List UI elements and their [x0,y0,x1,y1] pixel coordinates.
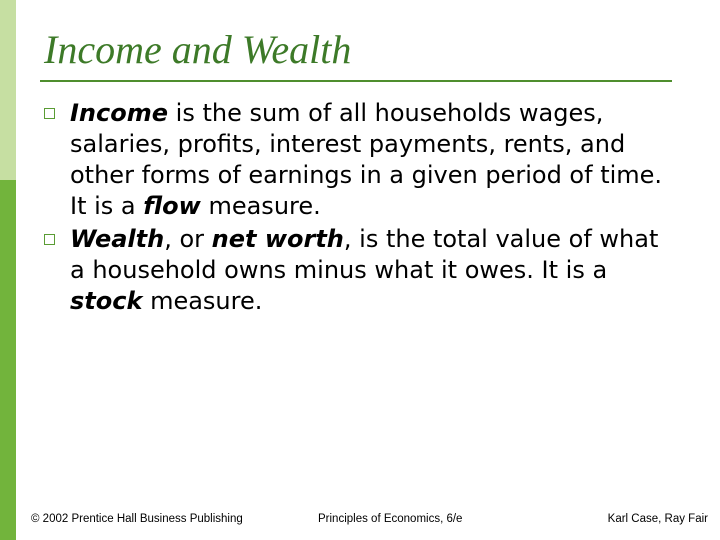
text-segment: , is the total value of what a household owns minus what it owes. It is a [70,225,659,284]
keyword-income: Income [70,99,169,127]
footer-authors: Karl Case, Ray Fair [607,513,708,525]
bullet-list [44,98,664,319]
bullet-text [70,225,658,315]
text-segment: , or [164,225,212,253]
slide-title: Income and Wealth [44,27,352,72]
bullet-square-icon [44,234,55,245]
keyword-flow: flow [143,192,201,220]
text-segment: measure. [200,192,321,220]
keyword-wealth: Wealth [70,225,165,253]
bullet-item-wealth [44,224,664,317]
footer-book-title: Principles of Economics, 6/e [318,513,463,525]
keyword-net-worth: net worth [211,225,344,253]
bullet-square-icon [44,108,55,119]
slide-footer [0,513,720,533]
title-divider [40,80,672,82]
text-segment: is the sum of all households wages, salaries, profits, interest payments, rents, and other forms of earnings in a given period of time. It is a [70,99,663,220]
bullet-item-income [44,98,664,222]
keyword-stock: stock [70,287,143,315]
accent-bar-light [0,0,16,180]
footer-copyright: © 2002 Prentice Hall Business Publishing [31,513,243,525]
bullet-text [70,99,662,220]
text-segment: measure. [142,287,263,315]
accent-bar-dark [0,180,16,540]
